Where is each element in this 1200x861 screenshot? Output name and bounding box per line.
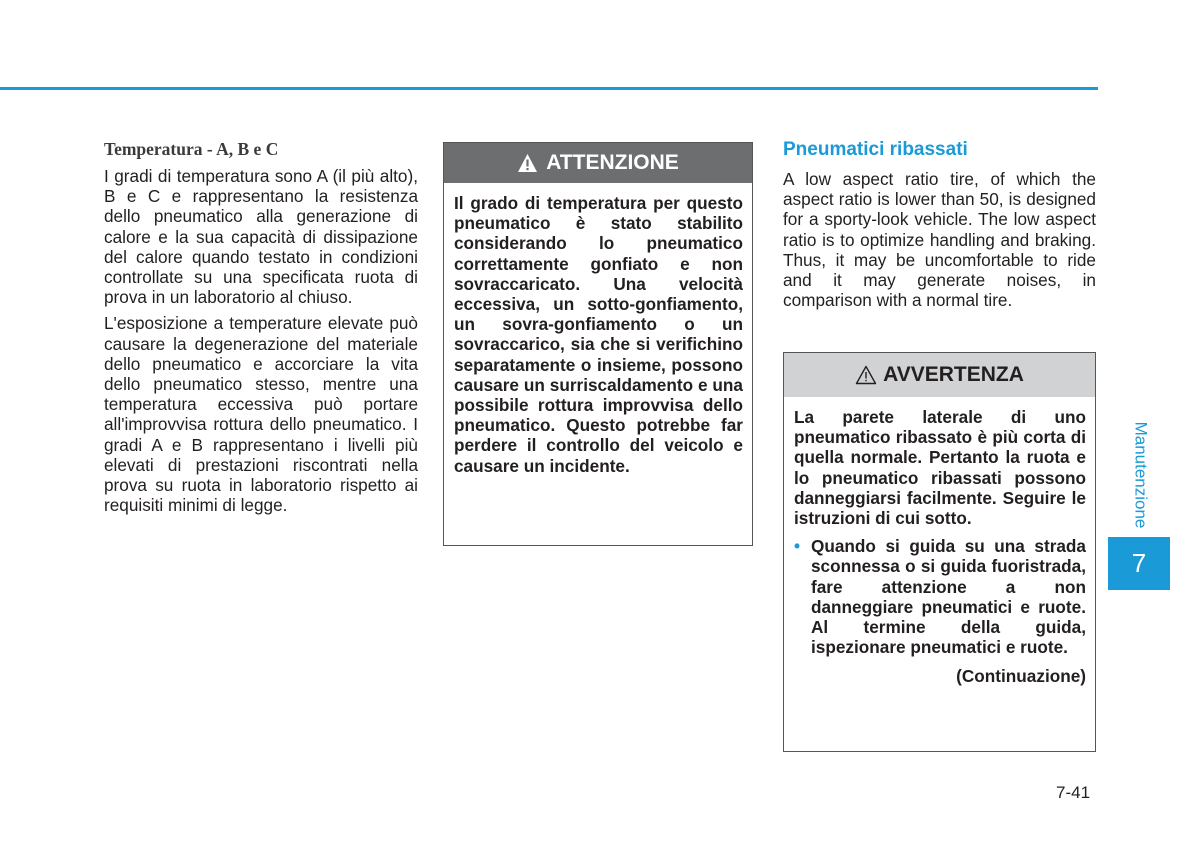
section-heading: Temperatura - A, B e C [104,139,279,159]
warning-body: Il grado di temperatura per questo pneumatico è stato stabilito considerando lo pneumatico correttamente gonfiato e non sovraccaricato. Una velocità eccessiva, un sotto-gonfiamento, un sovra-gonfiamento o un sovraccarico, sia che si verifichino separatamente o insieme, possono causare un surriscaldamento e una possibile rottura improvvisa dello pneumatico. Questo potrebbe far perdere il controllo del veicolo e causare un incidente. [454,193,743,476]
chapter-title: Manutenzione [1131,421,1150,529]
continued-label: (Continuazione) [956,666,1086,687]
header-rule [0,87,1098,90]
caution-title: AVVERTENZA [883,363,1024,386]
warning-filled-triangle-icon [517,153,538,173]
bullet-text: Quando si guida su una strada sconnessa o si guida fuoristrada, fare attenzione a non danneggiare pneumatici e ruote. Al termine della guida, ispezionare pneumatici e ruote. [811,536,1086,658]
page-number: 7-41 [1056,783,1091,802]
caution-body-wrap [784,397,1095,687]
low-profile-heading: Pneumatici ribassati [783,139,968,160]
bullet-dot: • [794,536,801,557]
caution-box [783,352,1096,752]
warning-outline-triangle-icon [855,365,877,385]
caution-header [784,353,1095,397]
low-profile-paragraph: A low aspect ratio tire, of which the aspect ratio is lower than 50, is designed for a sporty-look vehicle. The low aspect ratio is to optimize handling and braking. Thus, it may be uncomfortable to ride and it may generate noises, in comparison with a normal tire. [783,169,1096,311]
caution-text: La parete laterale di uno pneumatico ribassato è più corta di quella normale. Pertanto la ruota e lo pneumatico ribassati possono danneggiarsi facilmente. Seguire le istruzioni di cui sotto. [794,407,1086,529]
temperature-section [104,138,418,521]
caution-bullet-item [794,536,1086,657]
paragraph-high-temperature: L'esposizione a temperature elevate può causare la degenerazione del materiale dello pneumatico e accorciare la vita dello pneumatico stesso, mentre una temperatura eccessiva può portare all'improvvisa rottura dello pneumatico. I gradi A e B rappresentano i livelli più elevati di prestazioni riscontrati nella prova su ruota in laboratorio rispetto ai requisiti minimi di legge. [104,313,418,516]
chapter-side-label [1126,418,1154,532]
paragraph-temperature-grades: I gradi di temperatura sono A (il più alto), B e C e rappresentano la resistenza dello pneumatico alla generazione di calore e la sua capacità di dissipazione del calore quando testato in condizioni controllate su una specificata ruota di prova in un laboratorio al chiuso. [104,166,418,308]
warning-box [443,142,753,546]
low-profile-section [783,138,1096,310]
warning-title: ATTENZIONE [546,151,679,174]
warning-header [444,143,752,183]
chapter-tab: 7 [1108,537,1170,590]
